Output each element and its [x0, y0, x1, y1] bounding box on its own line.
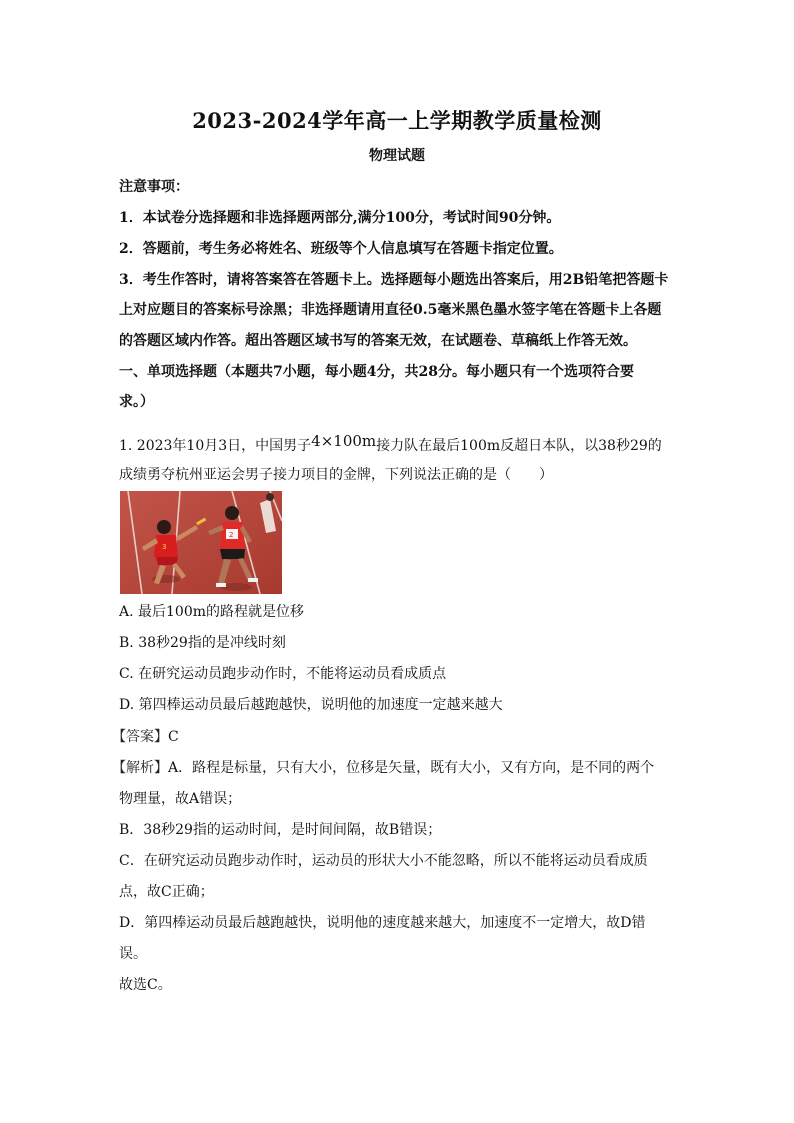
analysis-line-7: 误。: [119, 946, 147, 962]
answer-tag: 【答案】: [112, 729, 168, 745]
analysis-line-1: [112, 758, 654, 778]
analysis-line-6: D．第四棒运动员最后越跑越快，说明他的速度越来越大，加速度不一定增大，故D错: [119, 915, 646, 931]
notice-item-3-cont-2: 的答题区域内作答。超出答题区域书写的答案无效，在试题卷、草稿纸上作答无效。: [119, 333, 637, 349]
page-subtitle: 物理试题: [369, 148, 425, 164]
analysis-conclusion: 故选C。: [119, 977, 172, 993]
question-stem-part-2: 接力队在最后100m反超日本队，以38秒29的: [376, 438, 662, 454]
page-title: 2023-2024学年高一上学期教学质量检测: [192, 108, 602, 133]
analysis-line-5: 点，故C正确；: [119, 884, 214, 900]
analysis-line-3: B．38秒29指的运动时间，是时间间隔，故B错误；: [119, 822, 442, 838]
analysis-tag: 【解析】: [112, 760, 168, 776]
notice-item-3-cont-1: 上对应题目的答案标号涂黑；非选择题请用直径0.5毫米黑色墨水签字笔在答题卡上各题: [119, 302, 662, 318]
option-d: D. 第四棒运动员最后越跑越快，说明他的加速度一定越来越大: [119, 697, 503, 713]
left-bib-number: 3: [162, 543, 167, 551]
option-c: C. 在研究运动员跑步动作时，不能将运动员看成质点: [119, 666, 447, 682]
analysis-line-4: C．在研究运动员跑步动作时，运动员的形状大小不能忽略，所以不能将运动员看成质: [119, 853, 648, 869]
notice-item-2: 2．答题前，考生务必将姓名、班级等个人信息填写在答题卡指定位置。: [119, 241, 563, 257]
answer-line: [112, 727, 179, 747]
notice-item-3: 3．考生作答时，请将答案答在答题卡上。选择题每小题选出答案后，用2B铅笔把答题卡: [119, 272, 669, 288]
analysis-line-2: 物理量，故A错误；: [119, 791, 242, 807]
option-b: B. 38秒29指的是冲线时刻: [119, 635, 286, 651]
right-bib-number: 2: [229, 531, 234, 539]
question-stem-line-2: 成绩勇夺杭州亚运会男子接力项目的金牌，下列说法正确的是（ ）: [119, 467, 553, 483]
question-stem-part-1: 1. 2023年10月3日，中国男子: [119, 438, 312, 454]
answer-value: C: [168, 729, 179, 745]
notice-item-1: 1．本试卷分选择题和非选择题两部分,满分100分，考试时间90分钟。: [119, 210, 561, 226]
question-stem-line-1: [119, 432, 662, 456]
relay-race-photo: [120, 491, 282, 594]
question-stem-math: 4×100m: [311, 432, 377, 450]
analysis-text-1: A．路程是标量，只有大小，位移是矢量，既有大小，又有方向，是不同的两个: [168, 760, 655, 776]
notice-heading: 注意事项：: [119, 179, 189, 195]
option-a: A. 最后100m的路程就是位移: [119, 604, 305, 620]
section-heading-cont: 求。）: [119, 394, 154, 410]
section-heading: 一、单项选择题（本题共7小题，每小题4分，共28分。每小题只有一个选项符合要: [119, 364, 634, 380]
